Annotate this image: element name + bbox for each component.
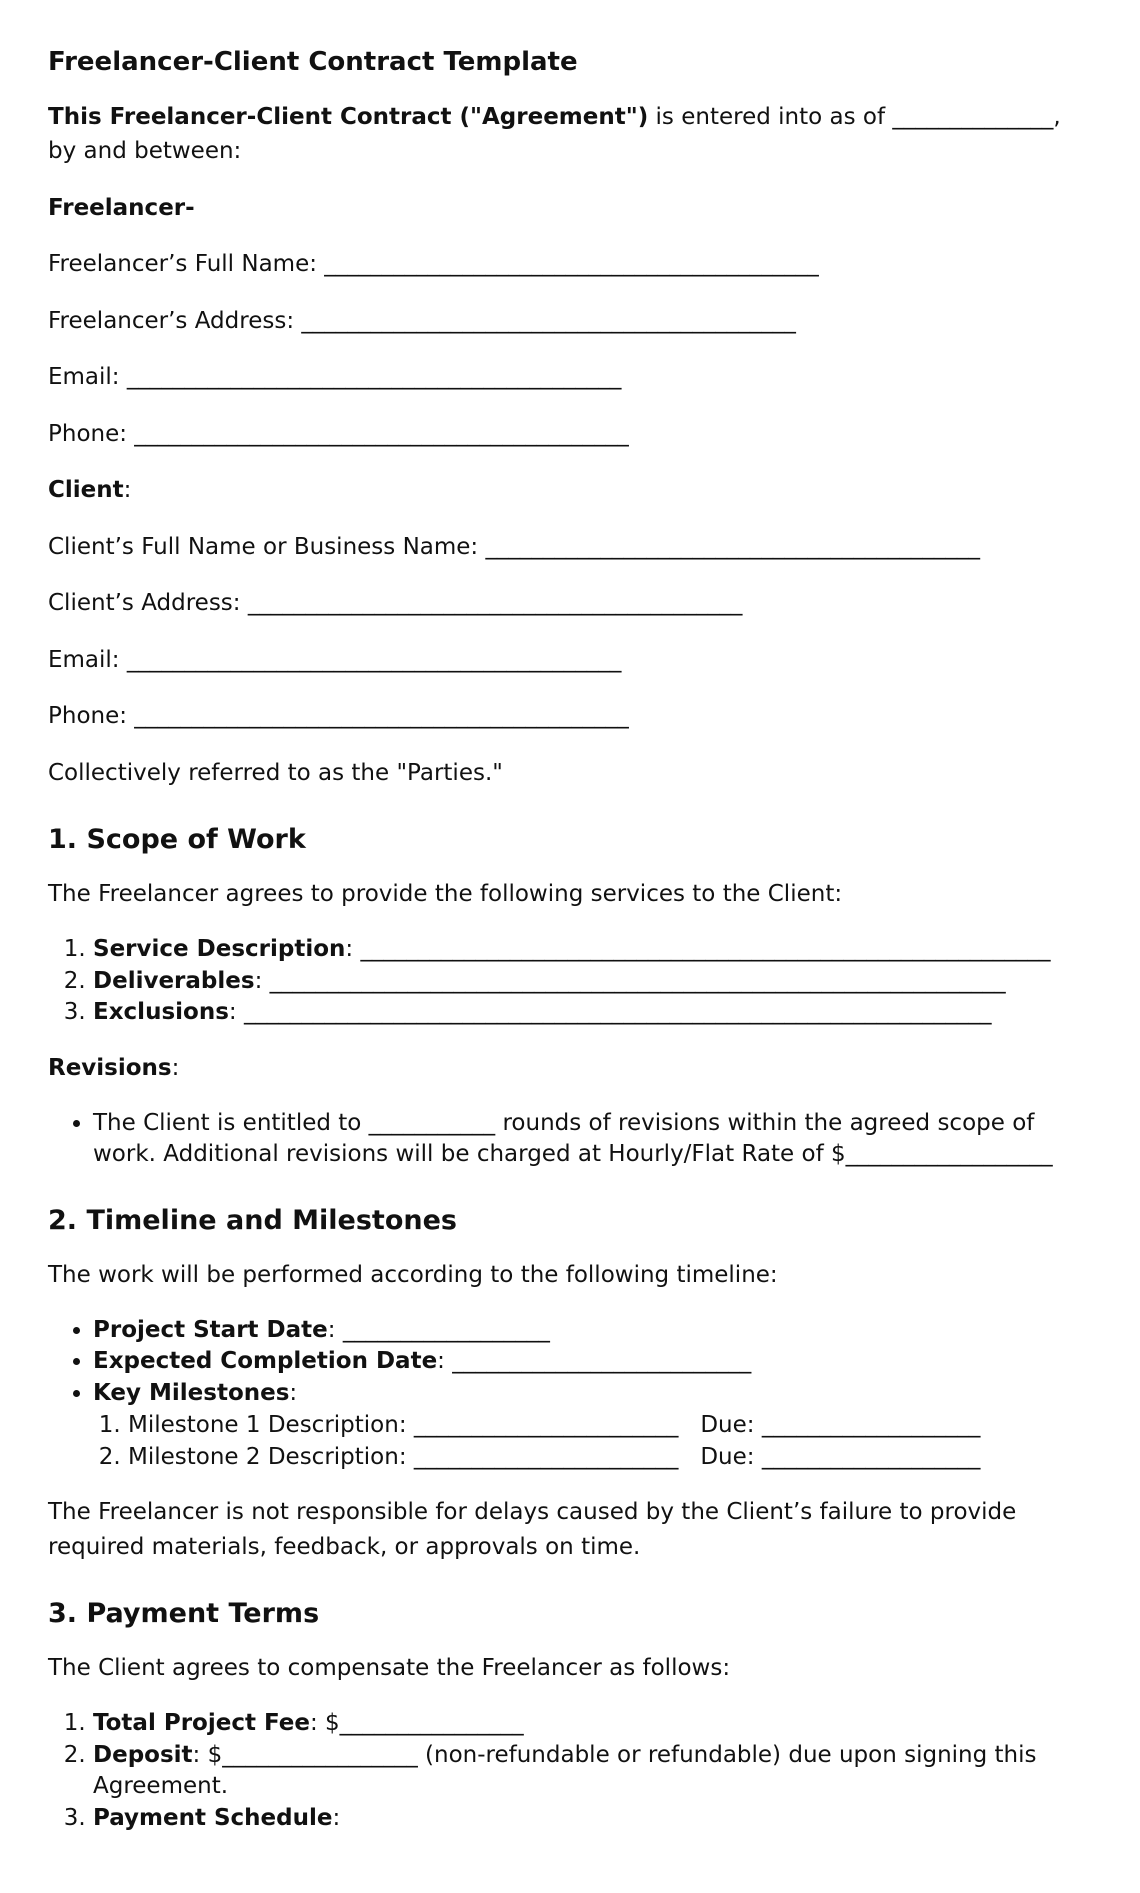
section-3-title: 3. Payment Terms	[48, 1598, 320, 1630]
timeline-item-blank: : __________________________	[437, 1348, 752, 1375]
payment-item-text: :	[332, 1805, 341, 1832]
timeline-item-blank: :	[289, 1380, 298, 1407]
milestone-item: 2. Milestone 2 Description: _______________________ Due: ___________________	[128, 1442, 1092, 1474]
intro-bold: This Freelancer-Client Contract ("Agreement")	[48, 103, 649, 130]
revisions-heading-row	[48, 1051, 1092, 1086]
client-address-field: Client’s Address: ___________________________________________	[48, 590, 743, 617]
parties-text: Collectively referred to as the "Parties."	[48, 759, 503, 786]
client-email-field: Email: ___________________________________________	[48, 646, 622, 673]
timeline-item-label: Project Start Date	[93, 1316, 328, 1343]
timeline-list	[48, 1315, 1092, 1474]
timeline-item	[93, 1378, 1092, 1473]
scope-item-blank: : _________________________________________________________________	[228, 999, 992, 1026]
revisions-text: • The Client is entitled to ___________ rounds of revisions within the agreed scope of work. Additional revisions will be charged at Hourly/Flat Rate of $__________________	[93, 1108, 1092, 1171]
timeline-item-blank: : __________________	[327, 1316, 550, 1343]
freelancer-email-field: Email: ___________________________________________	[48, 364, 622, 391]
client-name-field: Client’s Full Name or Business Name: ___________________________________________	[48, 533, 980, 560]
payment-item-label: Payment Schedule	[93, 1805, 333, 1832]
scope-item	[93, 934, 1092, 966]
revisions-heading: Revisions	[48, 1055, 172, 1082]
section-1-title: 1. Scope of Work	[48, 824, 306, 856]
client-heading-suffix: :	[123, 477, 132, 504]
client-heading-row	[48, 473, 1092, 508]
payment-item	[93, 1740, 1092, 1803]
scope-item-blank: : ________________________________________________________________	[254, 967, 1006, 994]
scope-item-label: Deliverables	[93, 967, 255, 994]
milestone-item: 1. Milestone 1 Description: _______________________ Due: ___________________	[128, 1410, 1092, 1442]
milestones-list	[93, 1410, 1092, 1473]
document-title: Freelancer-Client Contract Template	[48, 47, 578, 77]
timeline-item-label: Key Milestones	[93, 1380, 290, 1407]
section-1-intro: The Freelancer agrees to provide the following services to the Client:	[48, 881, 843, 908]
intro-rest: is entered into as of ______________, by and between:	[48, 103, 1061, 165]
scope-item-label: Exclusions	[93, 999, 229, 1026]
client-heading: Client	[48, 477, 124, 504]
timeline-item	[93, 1315, 1092, 1347]
freelancer-name-field: Freelancer’s Full Name: ___________________________________________	[48, 251, 819, 278]
freelancer-phone-field: Phone: ___________________________________________	[48, 420, 629, 447]
scope-item-blank: : ____________________________________________________________	[345, 935, 1051, 962]
scope-list	[48, 934, 1092, 1029]
freelancer-heading: Freelancer-	[48, 194, 195, 221]
revisions-list	[48, 1108, 1092, 1171]
payment-list	[48, 1708, 1092, 1835]
freelancer-address-field: Freelancer’s Address: ___________________________________________	[48, 307, 796, 334]
scope-item-label: Service Description	[93, 935, 346, 962]
revisions-heading-suffix: :	[171, 1055, 180, 1082]
payment-item-text: : $_________________ (non-refundable or refundable) due upon signing this Agreement.	[93, 1741, 1037, 1800]
timeline-item-label: Expected Completion Date	[93, 1348, 438, 1375]
payment-item-label: Total Project Fee	[93, 1709, 310, 1736]
scope-item	[93, 966, 1092, 998]
payment-item	[93, 1803, 1092, 1835]
scope-item	[93, 997, 1092, 1029]
section-2-intro: The work will be performed according to the following timeline:	[48, 1262, 778, 1289]
payment-item-label: Deposit	[93, 1741, 193, 1768]
section-2-title: 2. Timeline and Milestones	[48, 1205, 457, 1237]
payment-item	[93, 1708, 1092, 1740]
timeline-note: The Freelancer is not responsible for delays caused by the Client’s failure to provide required materials, feedback, or approvals on time.	[48, 1499, 1017, 1560]
intro-paragraph	[48, 100, 1092, 169]
timeline-item	[93, 1346, 1092, 1378]
section-3-intro: The Client agrees to compensate the Freelancer as follows:	[48, 1655, 731, 1682]
payment-item-text: : $________________	[309, 1709, 524, 1736]
client-phone-field: Phone: ___________________________________________	[48, 703, 629, 730]
